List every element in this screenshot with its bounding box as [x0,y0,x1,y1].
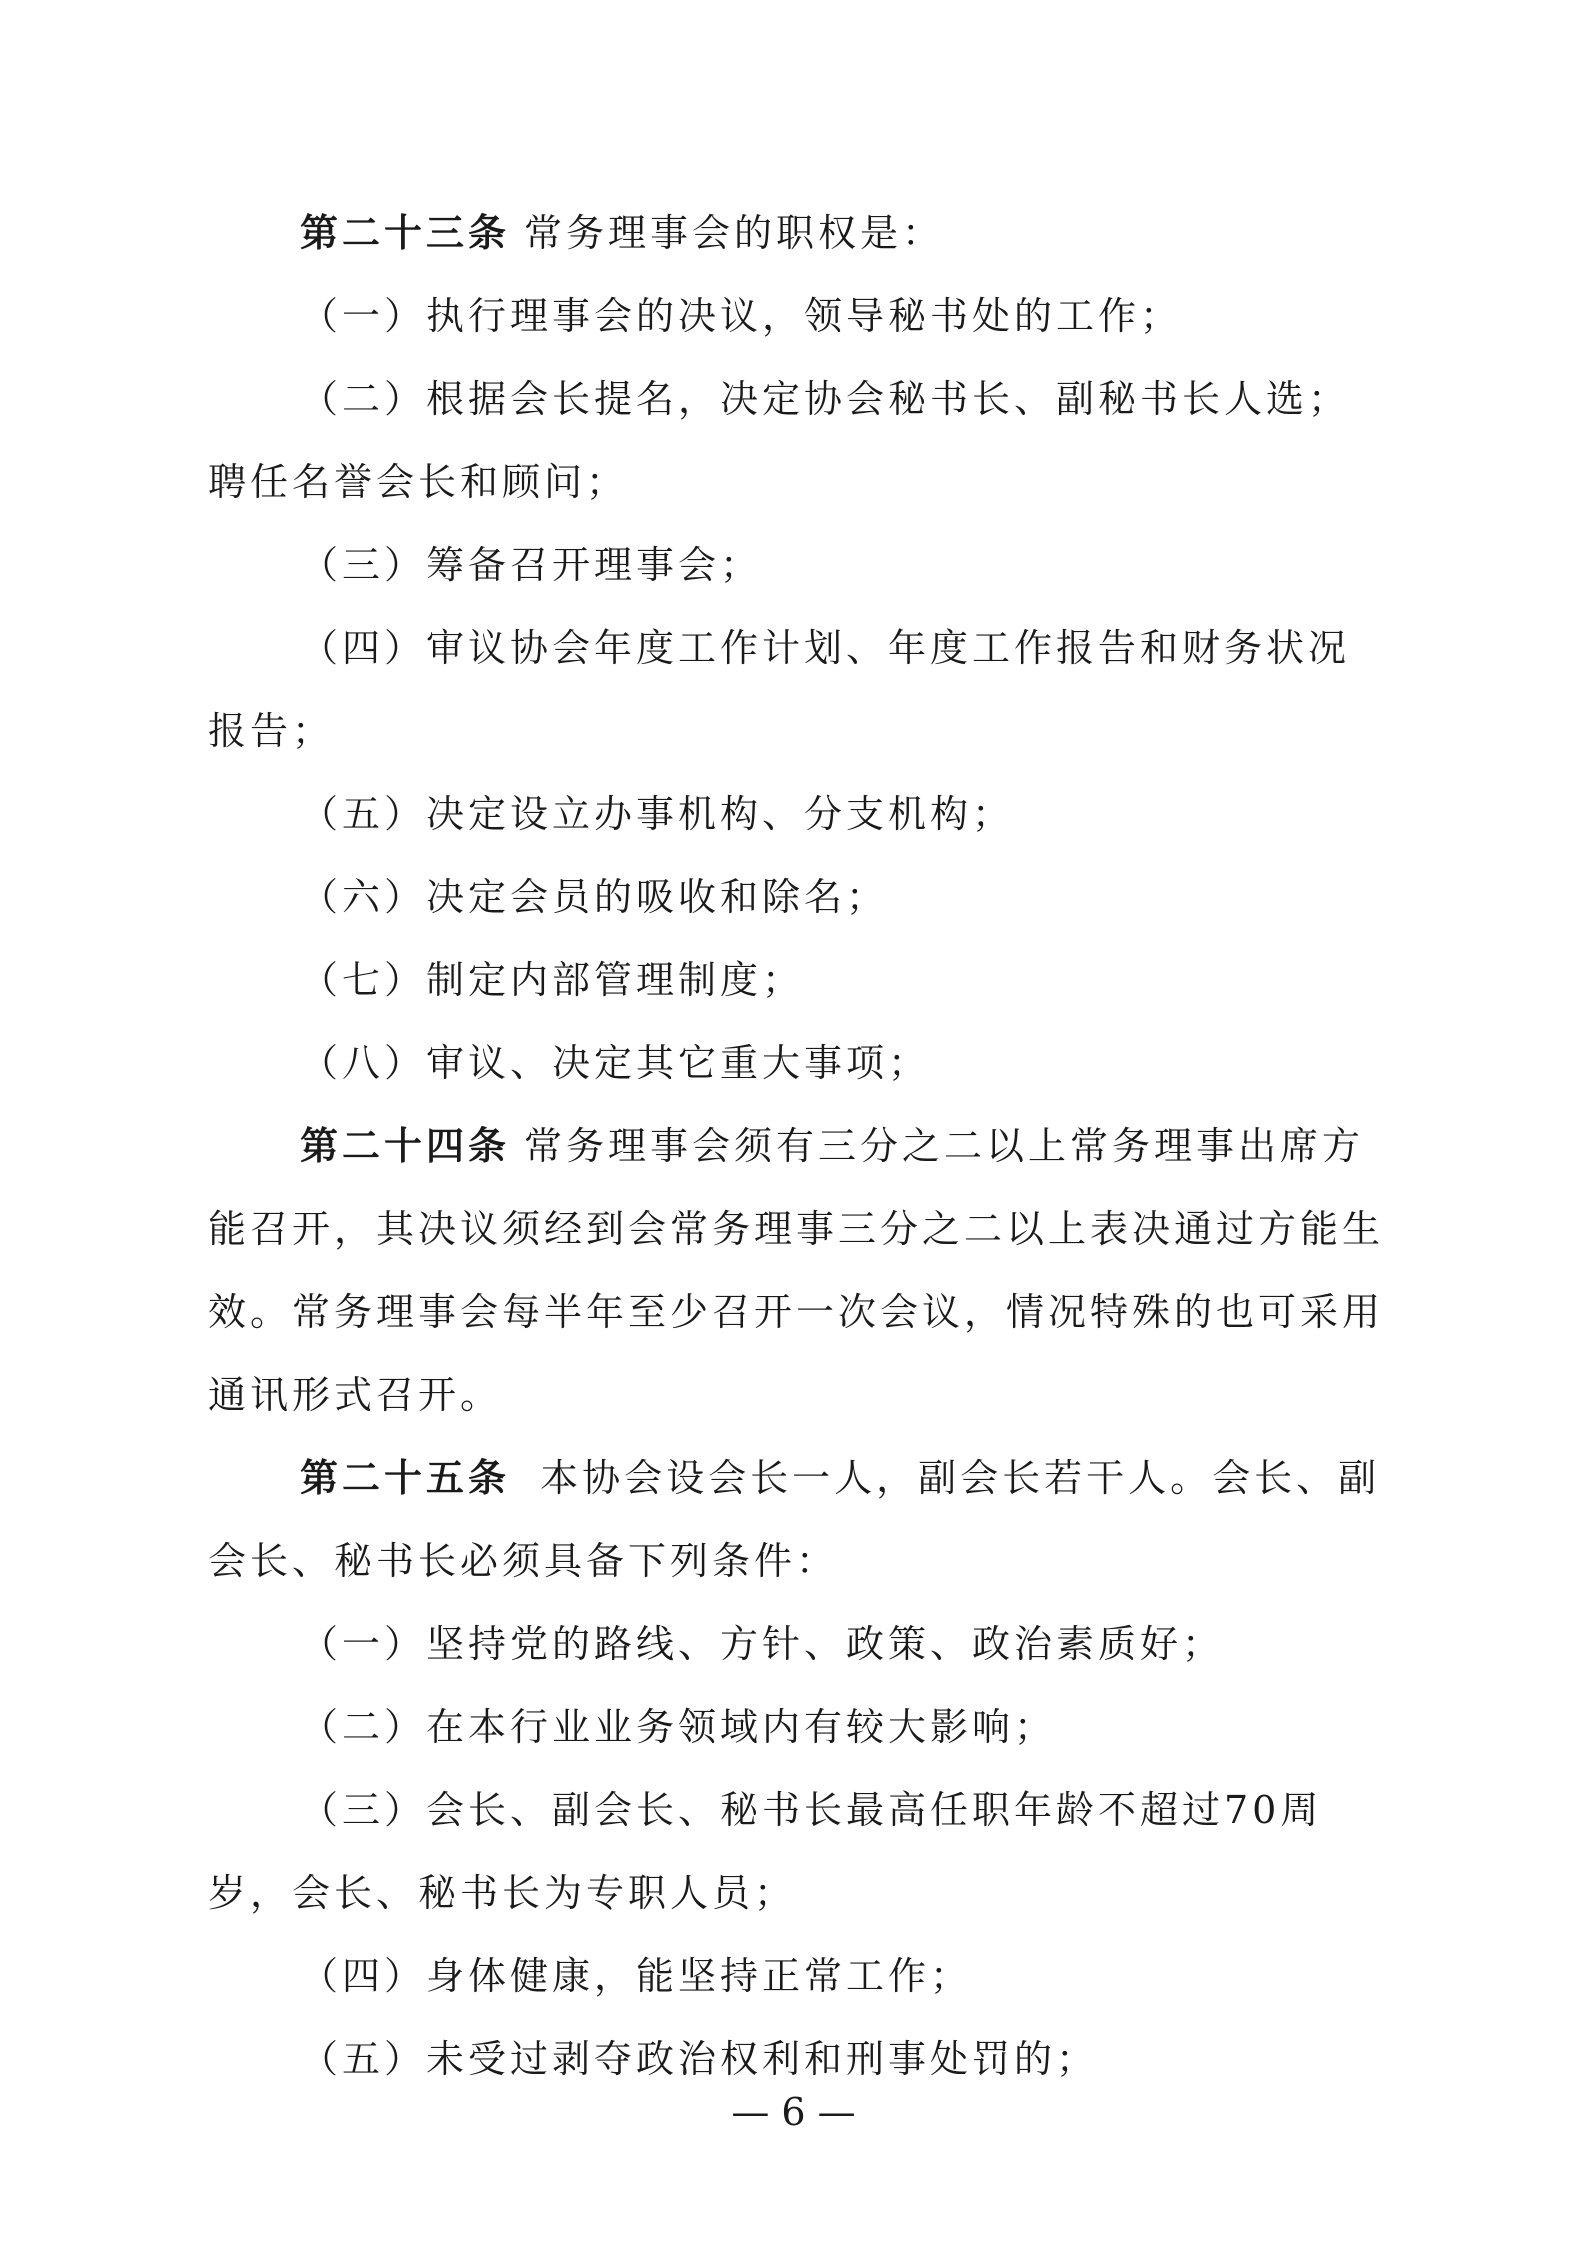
list-item [208,607,1388,773]
paragraph-text: （四）审议协会年度工作计划、年度工作报告和财务状况报告； [208,626,1351,753]
paragraph-text: （二）在本行业业务领域内有较大影响； [300,1705,1057,1749]
paragraph-text: （三）筹备召开理事会； [300,543,763,587]
list-item [208,773,1388,856]
paragraph-text: 常务理事会须有三分之二以上常务理事出席方能召开，其决议须经到会常务理事三分之二以上表决通过方能生效。常务理事会每半年至少召开一次会议，情况特殊的也可采用通讯形式召开。 [208,1124,1385,1417]
list-item [208,1022,1388,1105]
article-24-paragraph [208,1105,1388,1437]
article-23-paragraph [208,192,1388,275]
list-item [208,275,1388,358]
list-item [208,1769,1388,1935]
article-number: 第二十三条 [300,211,511,255]
article-number: 第二十四条 [300,1124,511,1168]
list-item [208,939,1388,1022]
document-body [208,192,1388,2101]
list-item [208,1686,1388,1769]
paragraph-text: （八）审议、决定其它重大事项； [300,1041,931,1085]
article-25-paragraph [208,1437,1388,1603]
paragraph-text: （一）执行理事会的决议，领导秘书处的工作； [300,294,1183,338]
page-number: — 6 — [731,2090,856,2134]
paragraph-text: （二）根据会长提名，决定协会秘书长、副秘书长人选；聘任名誉会长和顾问； [208,377,1351,504]
paragraph-text: （一）坚持党的路线、方针、政策、政治素质好； [300,1622,1225,1666]
paragraph-text: （七）制定内部管理制度； [300,958,805,1002]
list-item [208,856,1388,939]
paragraph-text: 本协会设会长一人，副会长若干人。会长、副会长、秘书长必须具备下列条件： [208,1456,1381,1583]
paragraph-text: （三）会长、副会长、秘书长最高任职年龄不超过70周岁，会长、秘书长为专职人员； [208,1788,1323,1915]
list-item [208,1935,1388,2018]
article-number: 第二十五条 [300,1456,511,1500]
paragraph-text: （六）决定会员的吸收和除名； [300,875,889,919]
list-item [208,358,1388,524]
paragraph-text: （五）决定设立办事机构、分支机构； [300,792,1015,836]
paragraph-text: 常务理事会的职权是： [524,211,945,255]
paragraph-text: （四）身体健康，能坚持正常工作； [300,1954,973,1998]
list-item [208,1603,1388,1686]
paragraph-text: （五）未受过剥夺政治权利和刑事处罚的； [300,2037,1099,2081]
list-item [208,524,1388,607]
